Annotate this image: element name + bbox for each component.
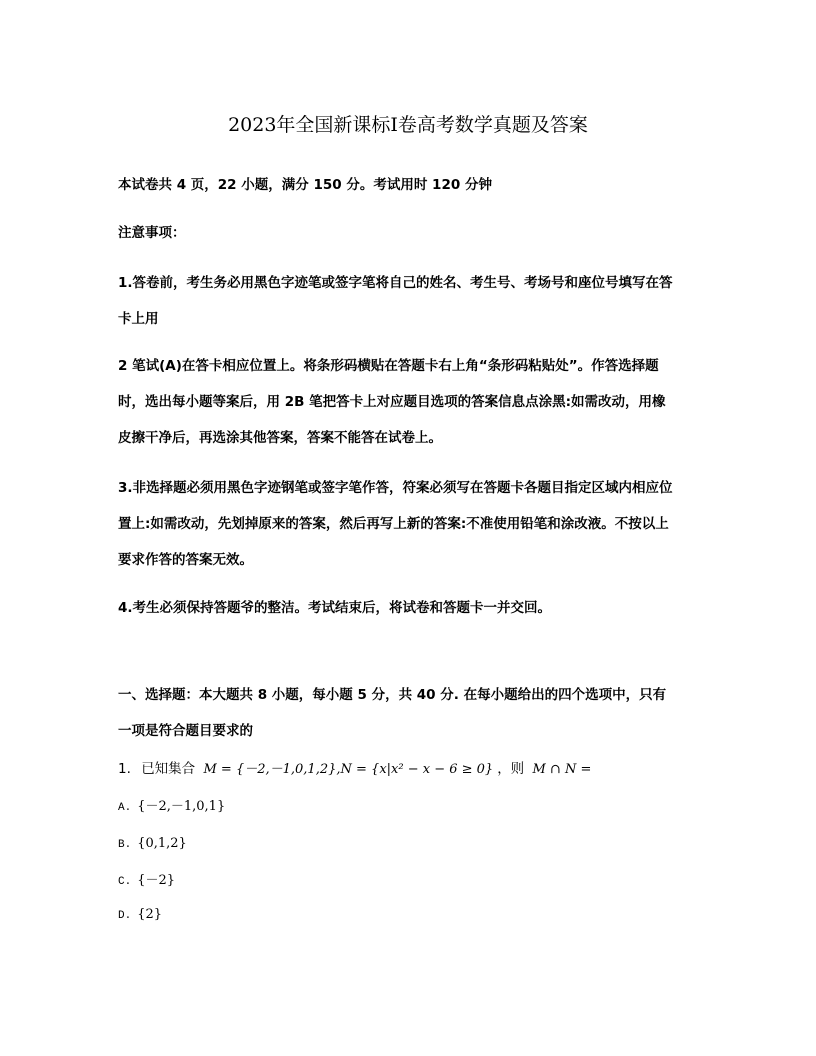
option-d (118, 905, 162, 925)
notice-3-line-3: 要求作答的答案无效。 (118, 552, 253, 568)
option-label: C. (118, 876, 132, 888)
option-label: A. (118, 802, 132, 814)
option-value: {－2} (137, 873, 176, 888)
document-title: 2023年全国新课标Ⅰ卷高考数学真题及答案 (228, 114, 588, 136)
exam-intro: 本试卷共 4 页，22 小题，满分 150 分。考试用时 120 分钟 (118, 177, 492, 193)
question-1 (118, 760, 595, 779)
notice-3-line-2: 置上:如需改动，先划掉原来的答案，然后再写上新的答案:不准使用铅笔和涂改液。不按以上 (118, 516, 669, 532)
notice-1-line-1: 1.答卷前，考生务必用黑色字迹笔或签字笔将自己的姓名、考生号、考场号和座位号填写在答 (118, 275, 673, 291)
option-b (118, 834, 187, 854)
question-ask: M ∩ N = (532, 762, 592, 777)
notice-3-line-1: 3.非选择题必须用黑色字迹钢笔或签字笔作答，符案必须写在答题卡各题目指定区域内相应位 (118, 480, 673, 496)
option-a (118, 797, 225, 817)
question-middle: ，则 (497, 761, 525, 777)
option-label: B. (118, 839, 132, 851)
notice-heading: 注意事项： (118, 225, 186, 241)
option-value: {2} (137, 907, 163, 922)
set-expression: M = {－2,－1,0,1,2},N = {x|x² − x − 6 ≥ 0} (203, 762, 494, 777)
section-heading-line-1: 一、选择题：本大题共 8 小题，每小题 5 分，共 40 分. 在每小题给出的四个选项中，只有 (118, 687, 667, 703)
notice-1-line-2: 卡上用 (118, 311, 159, 327)
question-number: 1. (118, 761, 131, 777)
notice-2-line-3: 皮擦干净后，再选涂其他答案，答案不能答在试卷上。 (118, 430, 442, 446)
notice-4-line-1: 4.考生必须保持答题爷的整洁。考试结束后，将试卷和答题卡一并交回。 (118, 600, 552, 616)
notice-2-line-2: 时，选出每小题等案后，用 2B 笔把答卡上对应题目选项的答案信息点涂黑:如需改动，用橡 (118, 394, 666, 410)
option-value: {－2,－1,0,1} (137, 799, 226, 814)
option-label: D. (118, 910, 132, 922)
notice-2-line-1: 2 笔试(A)在答卡相应位置上。将条形码横贴在答题卡右上角“条形码粘贴处”。作答选择题 (118, 358, 659, 374)
option-c (118, 871, 175, 891)
question-prefix: 已知集合 (141, 761, 196, 777)
section-heading-line-2: 一项是符合题目要求的 (118, 723, 253, 739)
option-value: {0,1,2} (137, 836, 187, 851)
